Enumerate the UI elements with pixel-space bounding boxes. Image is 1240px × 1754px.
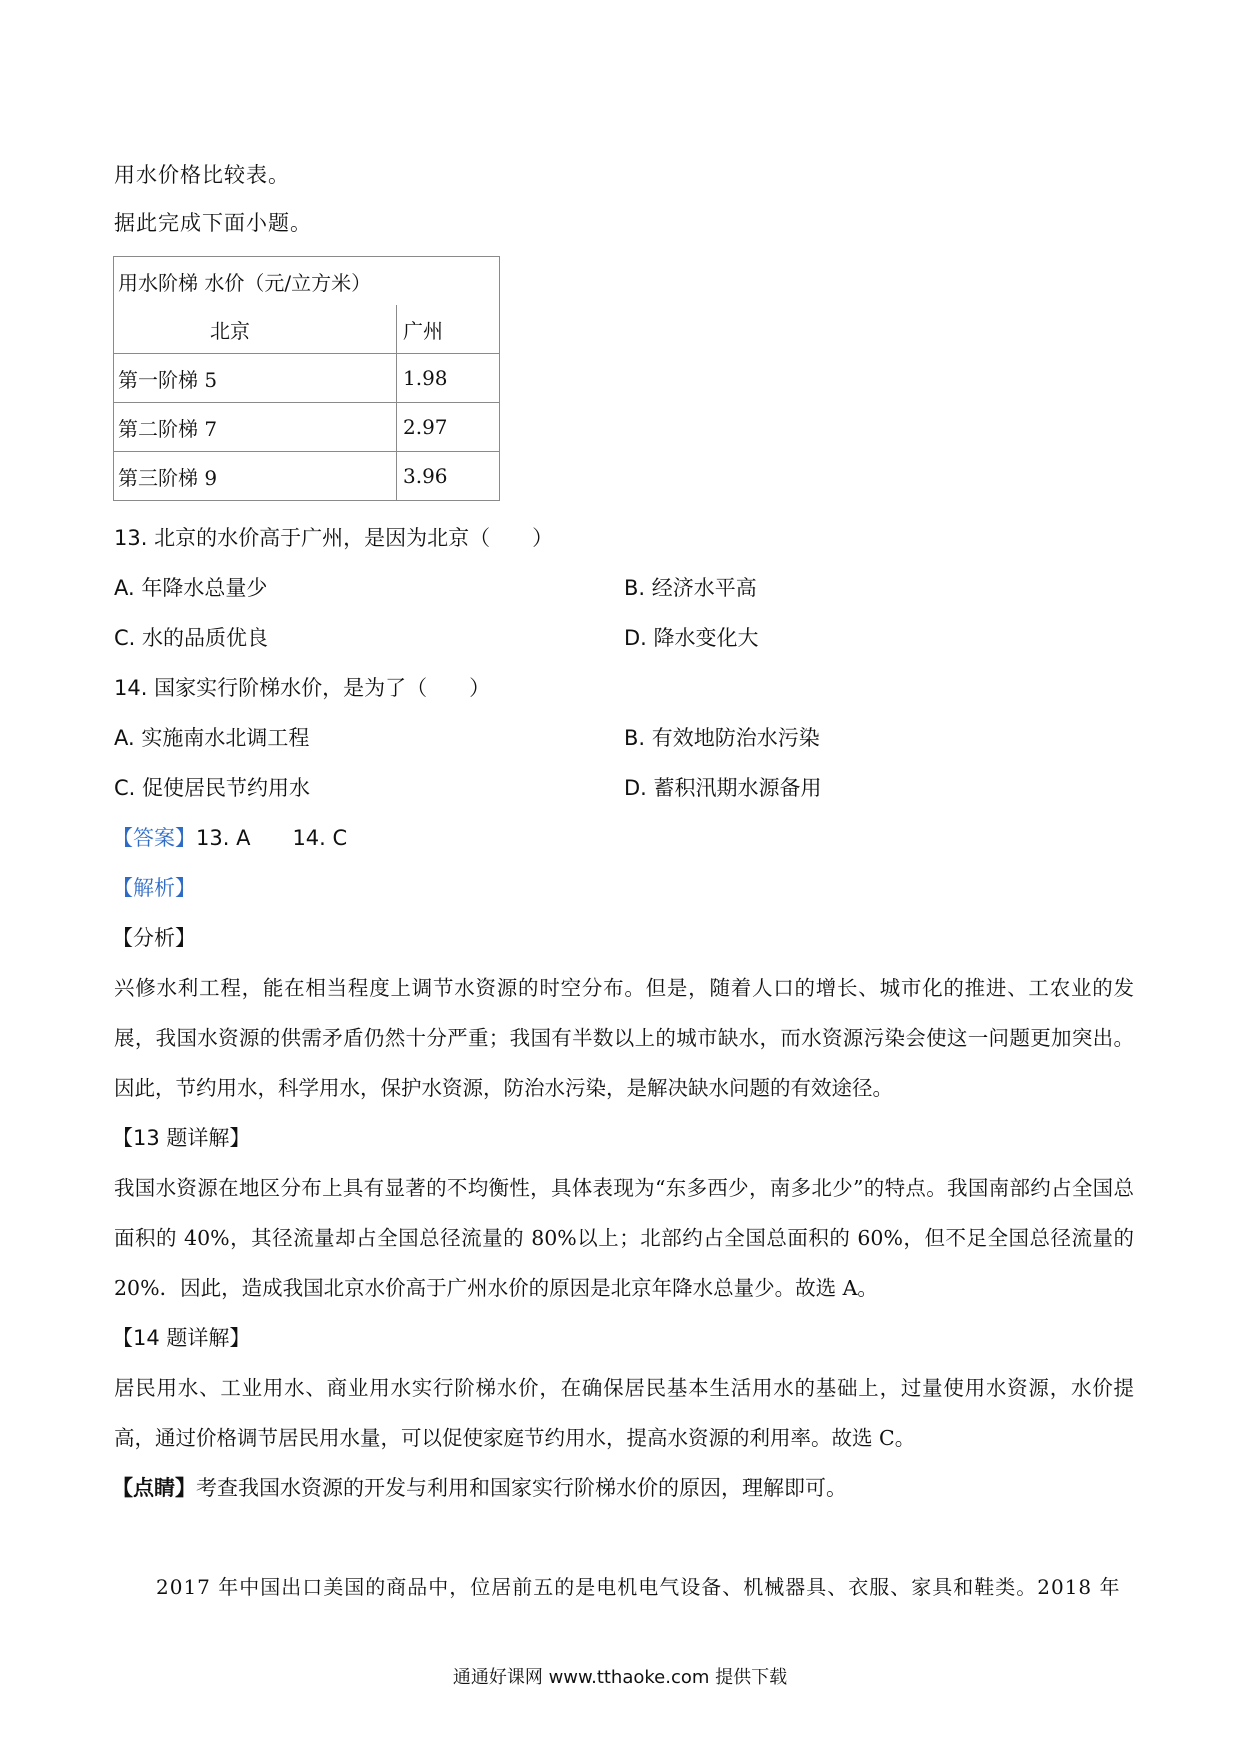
analysis-tag: 【解析】 [112,876,196,900]
table-row-value: 1.98 [397,354,500,403]
question-14-option-a: A. 实施南水北调工程 [114,726,310,750]
question-14-option-c: C. 促使居民节约用水 [114,776,311,800]
answer-tag: 【答案】 [112,826,196,850]
table-row-label: 第二阶梯 7 [114,403,397,452]
detail-13-text: 我国水资源在地区分布上具有显著的不均衡性，具体表现为“东多西少，南多北少”的特点。我国南部约占全国总面积的 40%，其径流量却占全国总径流量的 80%以上；北部约占全国总面积的 60%，但不足全国总径流量的 20%．因此，造成我国北京水价高于广州水价的原因是北京年降水总量少。故选 A。 [114,1176,1134,1300]
table-col-beijing: 北京 [114,305,397,354]
intro-line-2: 据此完成下面小题。 [114,211,312,235]
dianjing-tag: 【点睛】 [112,1476,196,1500]
page-footer: 通通好课网 www.tthaoke.com 提供下载 [452,1667,788,1688]
question-14-option-d: D. 蓄积汛期水源备用 [624,776,822,800]
question-14-option-b: B. 有效地防治水污染 [624,726,820,750]
table-row-value: 2.97 [397,403,500,452]
table-row-value: 3.96 [397,452,500,501]
intro-line-1: 用水价格比较表。 [114,163,290,187]
question-13-option-a: A. 年降水总量少 [114,576,268,600]
table-row-label: 第一阶梯 5 [114,354,397,403]
table-row [114,354,500,403]
detail-14-text: 居民用水、工业用水、商业用水实行阶梯水价，在确保居民基本生活用水的基础上，过量使用水资源，水价提高，通过价格调节居民用水量，可以促使家庭节约用水，提高水资源的利用率。故选 C。 [114,1376,1134,1450]
answer-line [112,823,347,853]
table-col-guangzhou: 广州 [397,305,500,354]
question-13-option-c: C. 水的品质优良 [114,626,269,650]
dianjing-line [112,1473,847,1503]
question-13-stem: 13. 北京的水价高于广州，是因为北京（ ） [114,526,554,550]
table-row [114,452,500,501]
table-header-title: 用水阶梯 水价（元/立方米） [114,257,500,306]
detail-14-tag: 【14 题详解】 [112,1326,251,1350]
question-13-option-d: D. 降水变化大 [624,626,759,650]
water-price-table [113,256,500,501]
dianjing-text: 考查我国水资源的开发与利用和国家实行阶梯水价的原因，理解即可。 [196,1476,847,1500]
table-row-label: 第三阶梯 9 [114,452,397,501]
table-row [114,403,500,452]
question-14-stem: 14. 国家实行阶梯水价，是为了（ ） [114,676,491,700]
next-question-intro: 2017 年中国出口美国的商品中，位居前五的是电机电气设备、机械器具、衣服、家具和鞋类。2018 年 [156,1575,1121,1599]
detail-13-tag: 【13 题详解】 [112,1126,251,1150]
question-13-option-b: B. 经济水平高 [624,576,757,600]
fenxi-text: 兴修水利工程，能在相当程度上调节水资源的时空分布。但是，随着人口的增长、城市化的推进、工农业的发展，我国水资源的供需矛盾仍然十分严重；我国有半数以上的城市缺水，而水资源污染会使这一问题更加突出。因此，节约用水，科学用水，保护水资源，防治水污染，是解决缺水问题的有效途径。 [114,976,1134,1100]
answer-text: 13. A 14. C [196,826,348,850]
fenxi-tag: 【分析】 [112,926,196,950]
